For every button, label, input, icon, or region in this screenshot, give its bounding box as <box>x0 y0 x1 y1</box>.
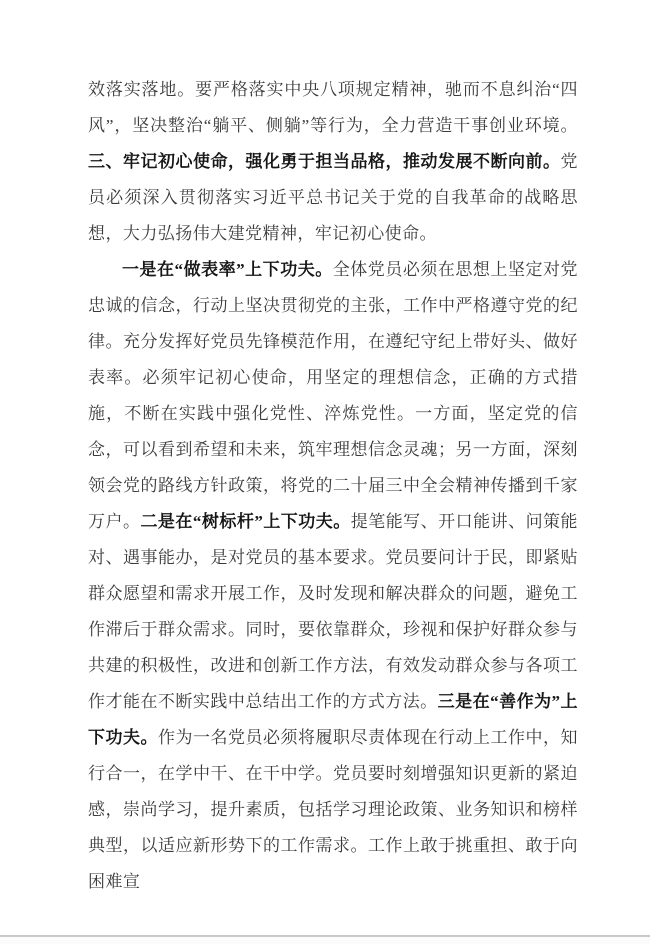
paragraph <box>88 72 578 252</box>
body-text: 提笔能写、开口能讲、问策能对、遇事能办，是对党员的基本要求。党员要问计于民，即紧贴群众愿望和需求开展工作，及时发现和解决群众的问题，避免工作滞后于群众需求。同时，要依靠群众，珍视和保护好群众参与共建的积极性，改进和创新工作方法，有效发动群众参与各项工作才能在不断实践中总结出工作的方式方法。 <box>88 512 578 711</box>
body-text: 全体党员必须在思想上坚定对党忠诚的信念，行动上坚决贯彻党的主张，工作中严格遵守党的纪律。充分发挥好党员先锋模范作用，在遵纪守纪上带好头、做好表率。必须牢记初心使命，用坚定的理想信念，正确的方式措施，不断在实践中强化党性、淬炼党性。一方面，坚定党的信念，可以看到希望和未来，筑牢理想信念灵魂；另一方面，深刻领会党的路线方针政策，将党的二十届三中全会精神传播到千家万户。 <box>88 260 578 531</box>
document-body <box>88 72 578 900</box>
page-break-divider <box>0 935 650 944</box>
paragraph <box>88 252 578 900</box>
bold-lead-in-text: 三、牢记初心使命，强化勇于担当品格，推动发展不断向前。 <box>88 152 561 171</box>
bold-lead-in-text: 二是在“树标杆”上下功夫。 <box>140 512 351 531</box>
body-text: 党员必须深入贯彻落实习近平总书记关于党的自我革命的战略思想，大力弘扬伟大建党精神，牢记初心使命。 <box>88 152 578 243</box>
bold-lead-in-text: 一是在“做表率”上下功夫。 <box>122 260 333 279</box>
body-text: 效落实落地。要严格落实中央八项规定精神，驰而不息纠治“四风”，坚决整治“躺平、侧躺”等行为，全力营造干事创业环境。 <box>88 80 578 135</box>
bold-lead-in-text: 三是在“善作为”上下功夫。 <box>88 692 578 747</box>
body-text: 作为一名党员必须将履职尽责体现在行动上工作中，知行合一，在学中干、在干中学。党员要时刻增强知识更新的紧迫感，崇尚学习，提升素质，包括学习理论政策、业务知识和榜样典型，以适应新形势下的工作需求。工作上敢于挑重担、敢于向困难宣 <box>88 728 578 891</box>
